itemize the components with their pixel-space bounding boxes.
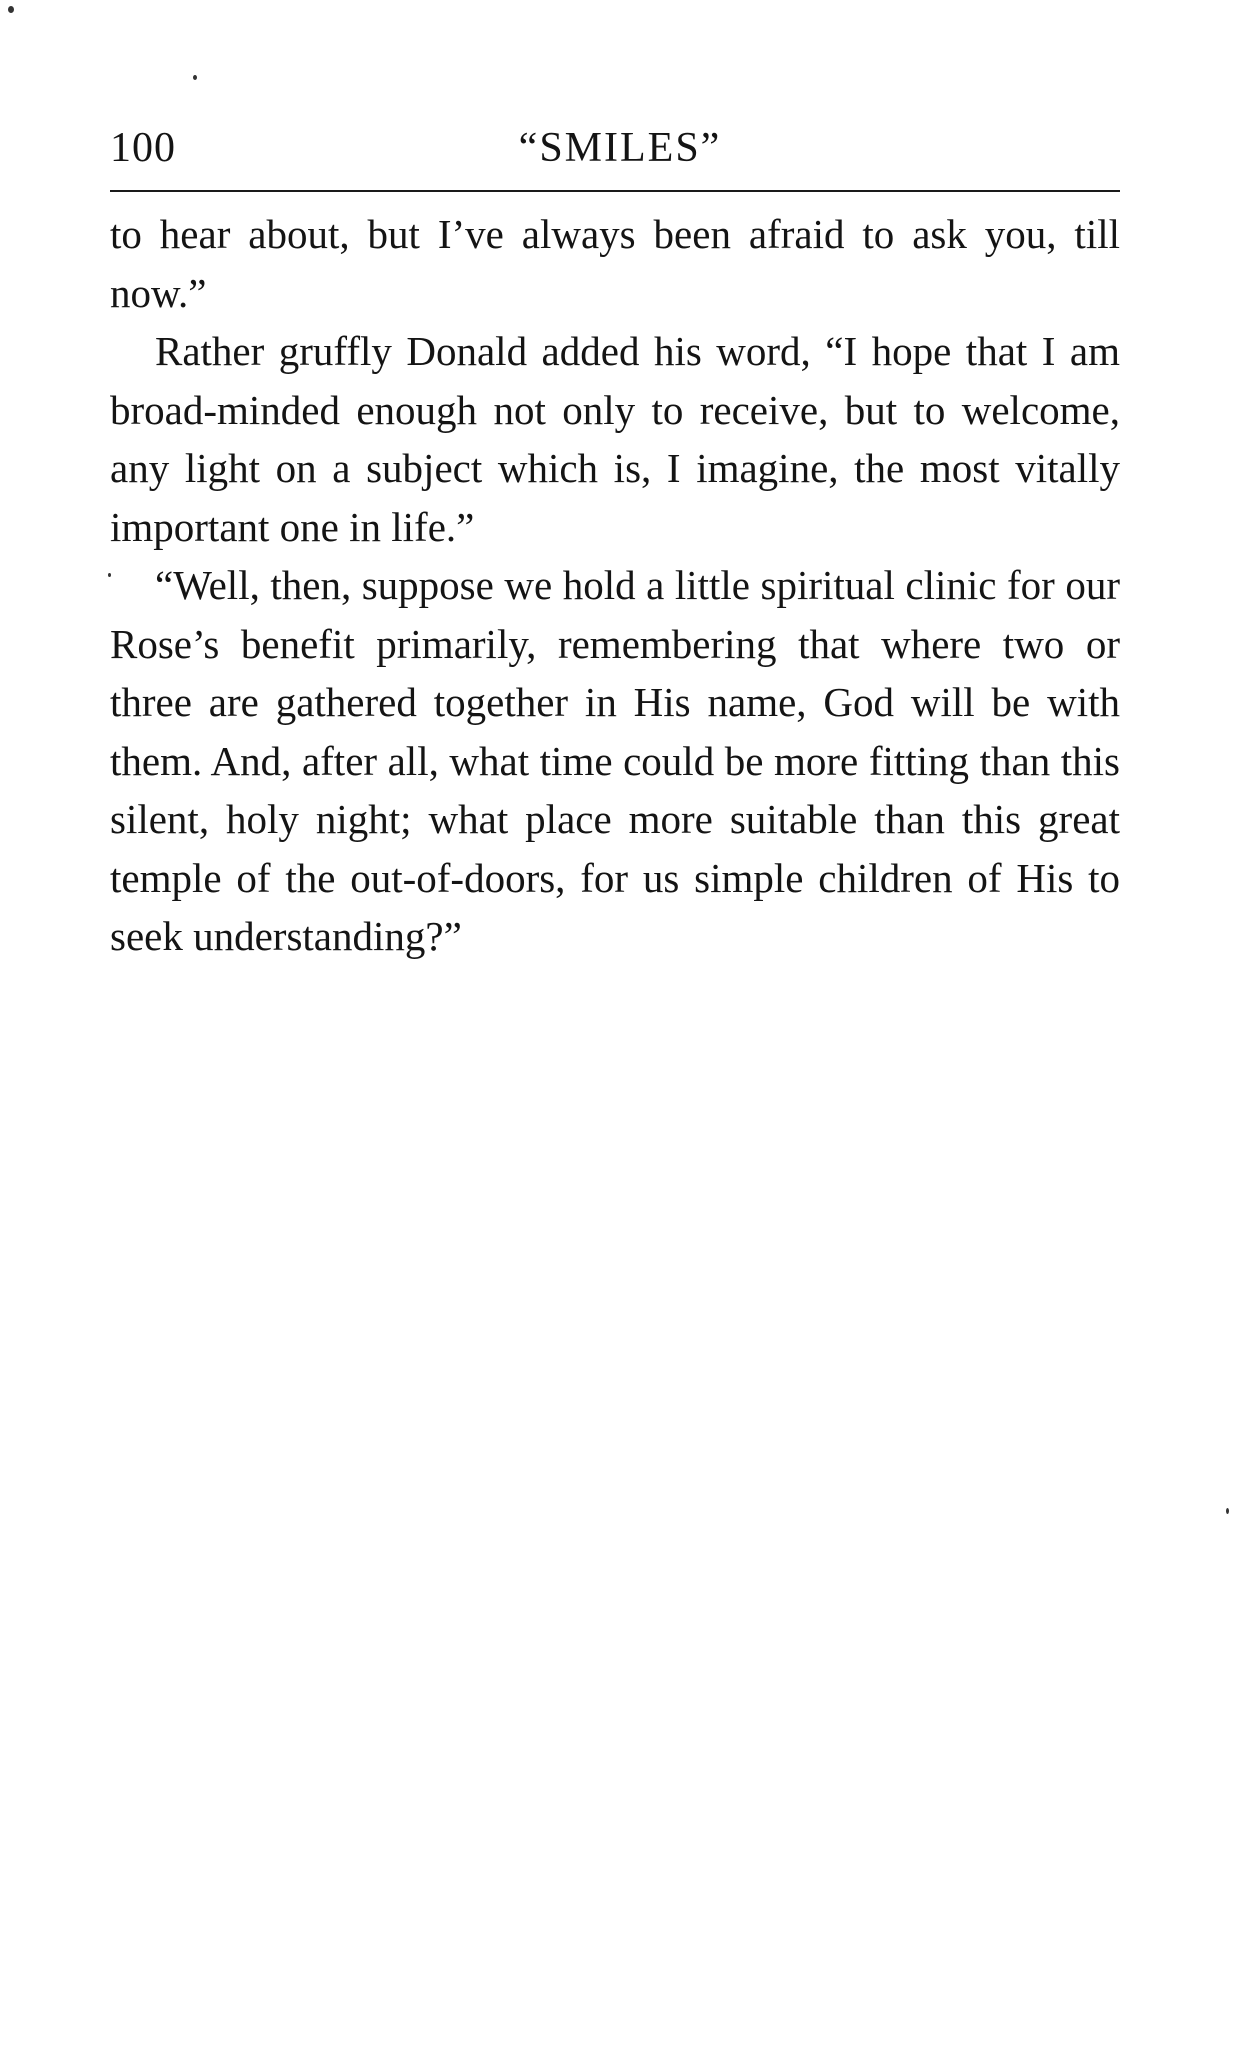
running-title: “SMILES” bbox=[518, 125, 722, 171]
scan-speck bbox=[108, 573, 111, 577]
scan-speck bbox=[8, 6, 14, 13]
header-rule bbox=[110, 190, 1120, 192]
paragraph-continuation: to hear about, but I’ve always been afraid to ask you, till now.” bbox=[110, 211, 1120, 316]
page-number: 100 bbox=[110, 125, 176, 171]
body-text bbox=[110, 205, 1120, 966]
page-header bbox=[110, 118, 1120, 178]
scan-speck bbox=[1226, 1508, 1229, 1514]
paragraph-spiritual-clinic: “Well, then, suppose we hold a little spiritual clinic for our Rose’s benefit primarily, remembering that where two or three are gathered together in His name, God will be with them. And, after all, what time could be more fitting than this silent, holy night; what place more suitable than this great temple of the out-of-doors, for us simple children of His to seek understanding?” bbox=[110, 562, 1120, 959]
scan-speck bbox=[193, 75, 197, 80]
paragraph-donald: Rather gruffly Donald added his word, “I hope that I am broad-minded enough not only to receive, but to welcome, any light on a subject which is, I imagine, the most vitally important one in life.” bbox=[110, 328, 1120, 550]
